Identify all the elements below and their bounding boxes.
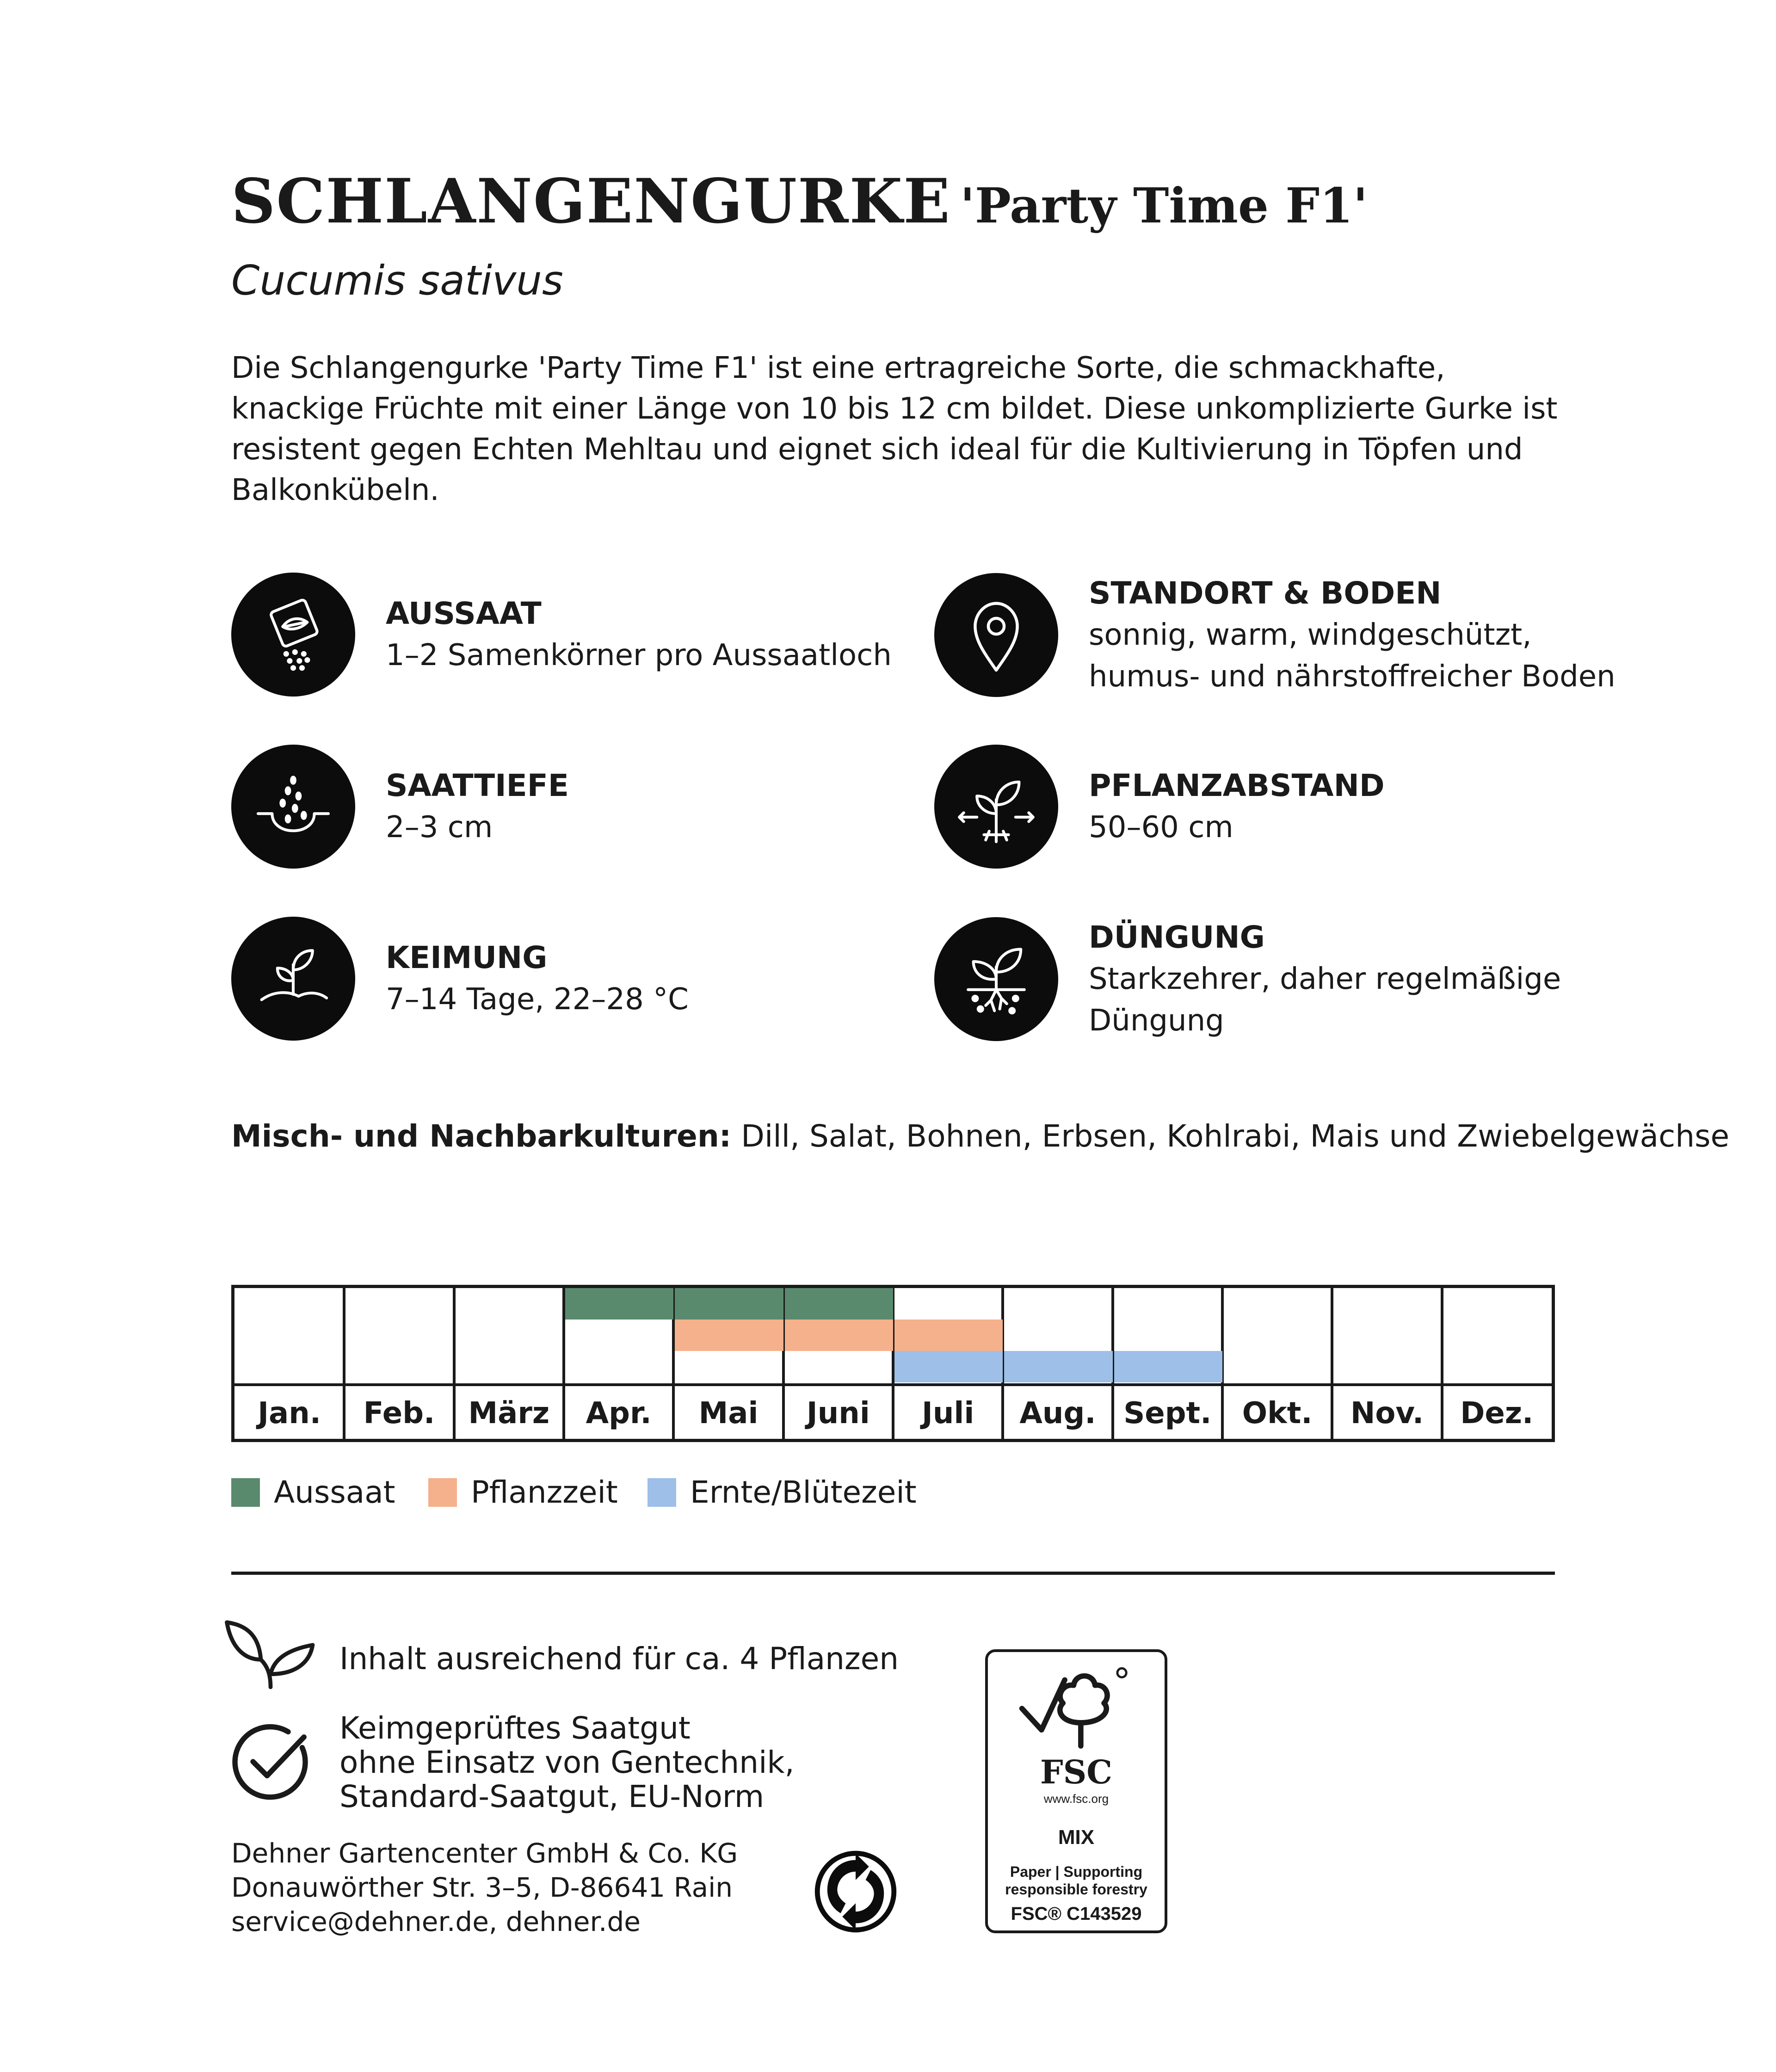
recycling-green-dot-icon <box>814 1850 897 1933</box>
care-value: humus- und nährstoffreicher Boden <box>1089 660 1616 694</box>
care-standort <box>934 573 1616 697</box>
care-aussaat <box>231 573 892 697</box>
legend-label: Ernte/Blütezeit <box>690 1474 917 1510</box>
care-value: 50–60 cm <box>1089 810 1233 845</box>
address-line: Dehner Gartencenter GmbH & Co. KG <box>231 1838 738 1869</box>
care-value: 1–2 Samenkörner pro Aussaatloch <box>386 638 892 672</box>
calendar-bar-pflanzzeit-juli <box>894 1320 1003 1351</box>
quality-line: ohne Einsatz von Gentechnik, <box>339 1745 795 1780</box>
fsc-code: FSC® C143529 <box>1011 1904 1142 1924</box>
calendar-bar-aussaat-juni <box>785 1288 893 1320</box>
calendar-bar-aussaat-apr <box>565 1288 673 1320</box>
fsc-line: responsible forestry <box>1005 1881 1147 1898</box>
plant-icon <box>222 1617 319 1691</box>
fsc-mix: MIX <box>1058 1826 1095 1849</box>
legend-label: Pflanzzeit <box>471 1474 618 1510</box>
check-circle-icon <box>227 1718 314 1806</box>
quality-note <box>339 1711 795 1814</box>
care-label: PFLANZABSTAND <box>1089 768 1385 803</box>
legend-swatch <box>428 1478 457 1507</box>
month-label: Aug. <box>1019 1396 1096 1431</box>
companion-plants <box>231 1118 1729 1154</box>
location-pin-icon <box>934 573 1058 697</box>
month-label: Dez. <box>1460 1396 1534 1431</box>
quality-line: Standard-Saatgut, EU-Norm <box>339 1779 765 1814</box>
fsc-line: Paper | Supporting <box>1010 1863 1143 1880</box>
description-line: Balkonkübeln. <box>231 473 439 507</box>
calendar-bar-ernte-bl-tezeit-juli <box>894 1351 1003 1382</box>
care-value: Düngung <box>1089 1004 1224 1038</box>
description-line: resistent gegen Echten Mehltau und eignet sich ideal für die Kultivierung in Töpfen und <box>231 432 1523 467</box>
company-address <box>231 1836 738 1939</box>
product-description <box>231 348 1572 511</box>
month-label: Sept. <box>1123 1396 1212 1431</box>
calendar-bar-ernte-bl-tezeit-aug <box>1004 1351 1112 1382</box>
sprout-icon <box>231 917 355 1041</box>
seed-packet-icon <box>231 573 355 697</box>
product-name: SCHLANGENGURKE <box>231 166 951 237</box>
care-pflanzabstand <box>934 745 1385 869</box>
calendar-bar-ernte-bl-tezeit-sept <box>1114 1351 1222 1382</box>
care-label: STANDORT & BODEN <box>1089 575 1442 611</box>
care-value: 7–14 Tage, 22–28 °C <box>386 982 689 1017</box>
quality-line: Keimgeprüftes Saatgut <box>339 1710 691 1746</box>
product-title <box>231 166 1368 237</box>
legend-label: Aussaat <box>274 1474 395 1510</box>
fsc-url: www.fsc.org <box>1043 1792 1109 1806</box>
calendar-bar-pflanzzeit-juni <box>785 1320 893 1351</box>
companion-value: Dill, Salat, Bohnen, Erbsen, Kohlrabi, Mais und Zwiebelgewächse <box>731 1118 1730 1154</box>
sowing-calendar <box>231 1285 1555 1442</box>
fsc-label <box>985 1649 1167 1933</box>
care-value: sonnig, warm, windgeschützt, <box>1089 618 1532 652</box>
legend-swatch <box>648 1478 676 1507</box>
latin-name: Cucumis sativus <box>231 257 563 304</box>
fsc-tree-icon <box>1017 1662 1141 1755</box>
address-line: Donauwörther Str. 3–5, D-86641 Rain <box>231 1872 733 1903</box>
care-value: 2–3 cm <box>386 810 493 845</box>
care-label: SAATTIEFE <box>386 768 569 803</box>
companion-label: Misch- und Nachbarkulturen: <box>231 1118 732 1154</box>
fsc-logo-text: FSC <box>1040 1753 1112 1791</box>
calendar-bar-aussaat-mai <box>675 1288 783 1320</box>
care-label: AUSSAAT <box>386 596 542 631</box>
month-label: Apr. <box>586 1396 652 1431</box>
legend-pflanzzeit <box>428 1474 618 1510</box>
month-label: Juni <box>806 1396 870 1431</box>
description-line: Die Schlangengurke 'Party Time F1' ist eine ertragreiche Sorte, die schmackhafte, <box>231 351 1445 385</box>
footer-divider <box>231 1572 1555 1575</box>
calendar-bar-pflanzzeit-mai <box>675 1320 783 1351</box>
content-note: Inhalt ausreichend für ca. 4 Pflanzen <box>339 1641 899 1677</box>
legend-swatch <box>231 1478 260 1507</box>
month-label: Juli <box>922 1396 974 1431</box>
care-keimung <box>231 917 689 1041</box>
month-label: März <box>468 1396 550 1431</box>
month-label: Feb. <box>363 1396 435 1431</box>
fertilizer-icon <box>934 917 1058 1041</box>
month-label: Jan. <box>258 1396 321 1431</box>
seed-depth-icon <box>231 745 355 869</box>
care-label: DÜNGUNG <box>1089 919 1265 955</box>
month-label: Mai <box>698 1396 758 1431</box>
month-label: Okt. <box>1242 1396 1313 1431</box>
care-label: KEIMUNG <box>386 940 548 975</box>
legend-aussaat <box>231 1474 395 1510</box>
product-variety: 'Party Time F1' <box>960 177 1368 234</box>
description-line: knackige Früchte mit einer Länge von 10 bis 12 cm bildet. Diese unkomplizierte Gurke ist <box>231 392 1558 426</box>
care-value: Starkzehrer, daher regelmäßige <box>1089 962 1561 996</box>
legend-ernte <box>648 1474 917 1510</box>
month-label: Nov. <box>1350 1396 1424 1431</box>
care-duengung <box>934 917 1561 1042</box>
plant-spacing-icon <box>934 745 1058 869</box>
care-saattiefe <box>231 745 569 869</box>
address-line: service@dehner.de, dehner.de <box>231 1906 641 1937</box>
